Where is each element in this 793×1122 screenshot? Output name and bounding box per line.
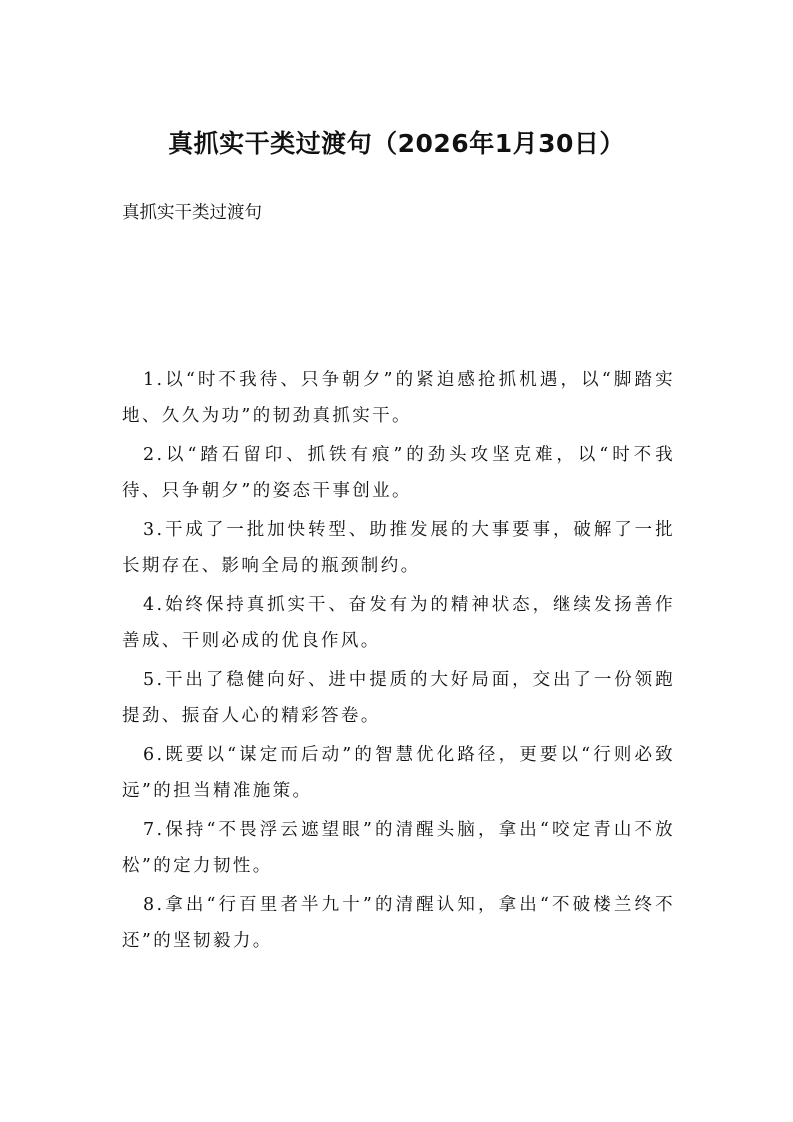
list-item-1: 1.以“时不我待、只争朝夕”的紧迫感抢抓机遇，以“脚踏实地、久久为功”的韧劲真抓实干。 — [122, 370, 675, 426]
list-item-2: 2.以“踏石留印、抓铁有痕”的劲头攻坚克难，以“时不我待、只争朝夕”的姿态干事创业。 — [122, 445, 675, 501]
list-item-7: 7.保持“不畏浮云遮望眼”的清醒头脑，拿出“咬定青山不放松”的定力韧性。 — [122, 820, 675, 876]
list-item-5: 5.干出了稳健向好、进中提质的大好局面，交出了一份领跑提劲、振奋人心的精彩答卷。 — [122, 670, 675, 726]
list-item-4: 4.始终保持真抓实干、奋发有为的精神状态，继续发扬善作善成、干则必成的优良作风。 — [122, 595, 675, 651]
list-item-8: 8.拿出“行百里者半九十”的清醒认知，拿出“不破楼兰终不还”的坚韧毅力。 — [122, 895, 675, 951]
list-item-3: 3.干成了一批加快转型、助推发展的大事要事，破解了一批长期存在、影响全局的瓶颈制约。 — [122, 520, 675, 576]
document-subtitle: 真抓实干类过渡句 — [122, 203, 262, 223]
document-title: 真抓实干类过渡句（2026年1月30日） — [168, 129, 625, 158]
transition-sentence-list — [122, 362, 675, 962]
list-item-6: 6.既要以“谋定而后动”的智慧优化路径，更要以“行则必致远”的担当精准施策。 — [122, 745, 675, 801]
